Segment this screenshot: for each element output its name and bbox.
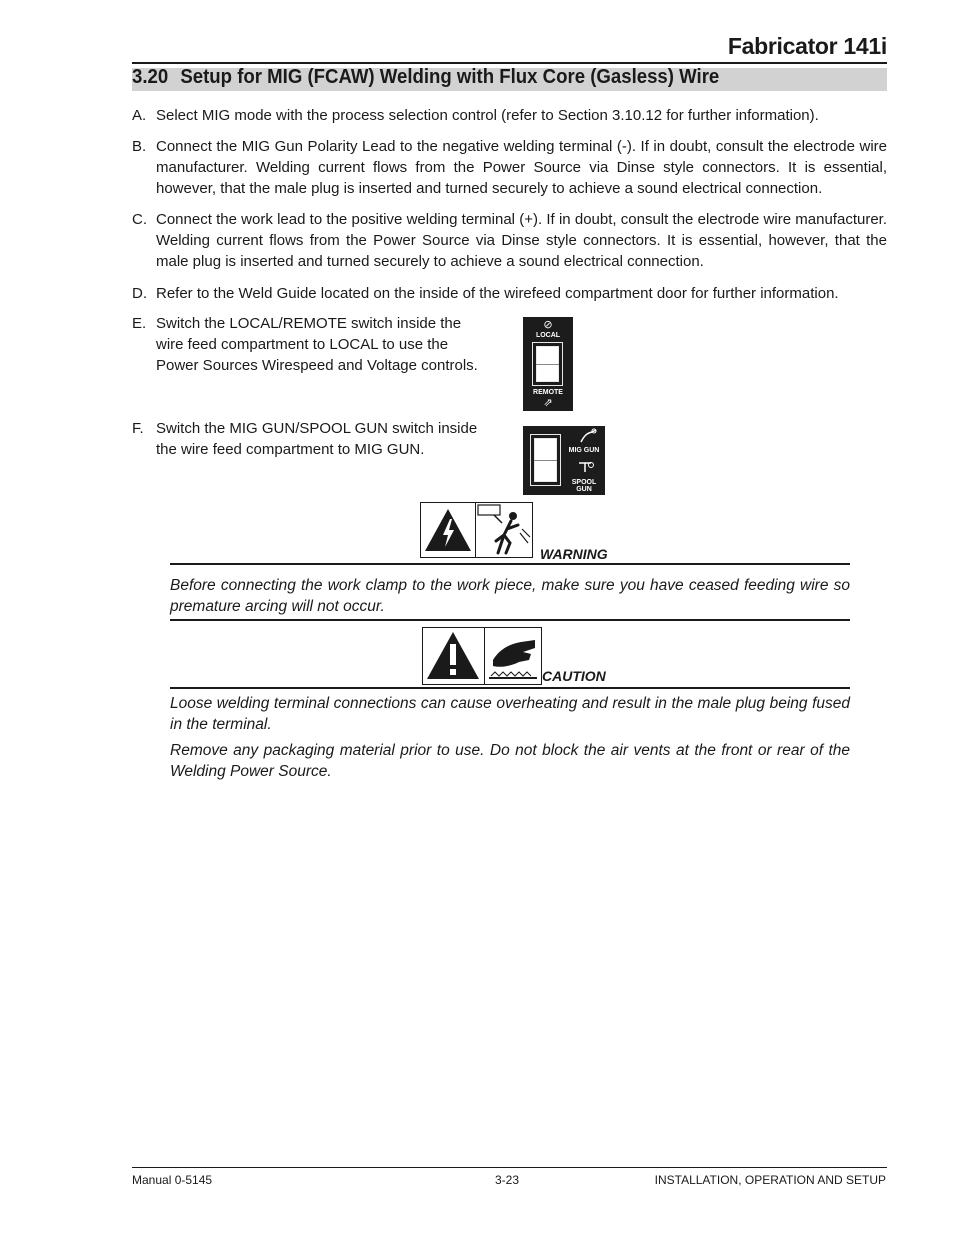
header-rule [132, 62, 887, 64]
warning-bottom-rule [170, 619, 850, 621]
step-letter: C. [132, 211, 147, 228]
caution-text-1: Loose welding terminal connections can cause overheating and result in the male plug being fused in the terminal. [170, 695, 850, 733]
product-title: Fabricator 141i [727, 33, 887, 59]
local-remote-switch-illustration [523, 317, 573, 411]
caution-label: CAUTION [542, 668, 606, 684]
section-heading [132, 66, 719, 89]
local-symbol-icon: ⊘ [543, 319, 553, 331]
hot-surface-hand-icon [484, 627, 542, 685]
exclamation-icon [422, 627, 485, 685]
gun-switch-illustration [523, 426, 605, 495]
remote-symbol-icon: ⇗ [543, 397, 553, 409]
step-letter: E. [132, 315, 147, 332]
spool-gun-label [563, 479, 605, 493]
warning-label: WARNING [540, 546, 608, 562]
footer-manual-number: Manual 0-5145 [132, 1173, 213, 1187]
step-text: Switch the MIG GUN/SPOOL GUN switch inside the wire feed compartment to MIG GUN. [156, 420, 478, 458]
footer-page-number: 3-23 [495, 1173, 520, 1187]
footer-rule [132, 1167, 887, 1168]
footer-chapter-title: INSTALLATION, OPERATION AND SETUP [654, 1173, 886, 1187]
local-label: LOCAL [535, 332, 561, 339]
remote-label: REMOTE [533, 389, 563, 396]
warning-text: Before connecting the work clamp to the work piece, make sure you have ceased feeding wire so premature arcing will not occur. [170, 577, 850, 615]
electric-shock-icon [420, 502, 476, 558]
section-number: 3.20 [132, 66, 169, 88]
step-text: Switch the LOCAL/REMOTE switch inside the wire feed compartment to LOCAL to use the Power Sources Wirespeed and Voltage controls. [156, 315, 478, 374]
step-letter: B. [132, 138, 147, 155]
step-letter: A. [132, 107, 147, 124]
step-text: Connect the work lead to the positive welding terminal (+). If in doubt, consult the electrode wire manufacturer. Welding current flows from the Power Source via Dinse style connectors. It is essential, however, that the male plug is inserted and turned securely to achieve a sound electrical connection. [156, 211, 887, 270]
step-letter: F. [132, 420, 144, 437]
step-letter: D. [132, 285, 147, 302]
step-text: Refer to the Weld Guide located on the inside of the wirefeed compartment door for further information. [156, 285, 839, 302]
gun-toggle [530, 434, 561, 486]
caution-text-2: Remove any packaging material prior to use. Do not block the air vents at the front or rear of the Welding Power Source. [170, 742, 850, 780]
mig-gun-icon [578, 428, 598, 444]
caution-rule [170, 687, 850, 689]
section-title: Setup for MIG (FCAW) Welding with Flux Core (Gasless) Wire [180, 66, 720, 88]
step-text: Select MIG mode with the process selection control (refer to Section 3.10.12 for further information). [156, 107, 819, 124]
spool-gun-label-line1: SPOOL [571, 479, 597, 486]
spool-gun-icon [576, 459, 596, 475]
spool-gun-label-line2: GUN [576, 486, 592, 493]
step-text: Connect the MIG Gun Polarity Lead to the negative welding terminal (-). If in doubt, consult the electrode wire manufacturer. Welding current flows from the Power Source via Dinse style connectors. It is essential, however, that the male plug is inserted and turned securely to achieve a sound electrical connection. [156, 138, 887, 197]
warning-top-rule [170, 563, 850, 565]
local-remote-toggle [532, 342, 563, 386]
mig-gun-label: MIG GUN [568, 447, 600, 454]
electrocution-person-icon [475, 502, 533, 558]
